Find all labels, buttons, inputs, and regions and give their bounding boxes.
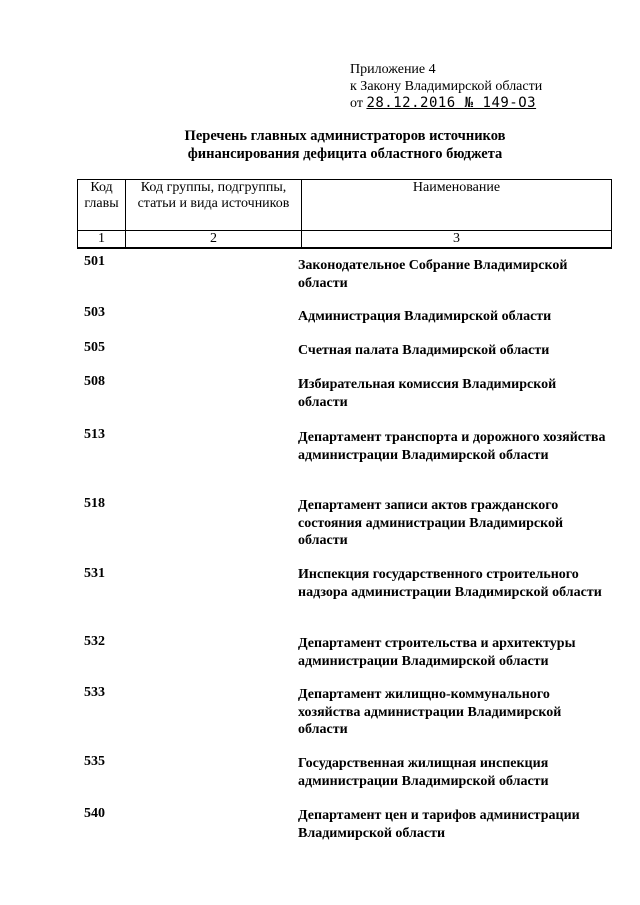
appendix-header [350,61,542,112]
administrators-table-header [77,179,612,249]
table-row-name: Администрация Владимирской области [298,309,552,324]
document-title [60,127,630,163]
table-row-code: 540 [84,806,105,821]
appendix-date-prefix: от [350,96,363,111]
table-row-name: Департамент жилищно-коммунального хозяйства администрации Владимирской области [298,687,562,737]
table-row-code: 503 [84,305,105,320]
table-row-code: 532 [84,634,105,649]
table-row-name: Департамент записи актов гражданского состояния администрации Владимирской области [298,498,564,548]
table-row-name: Департамент цен и тарифов администрации Владимирской области [298,808,580,841]
title-line-2: финансирования дефицита областного бюджета [187,146,503,162]
table-row-name: Государственная жилищная инспекция администрации Владимирской области [298,756,549,789]
header-code-group: Код группы, подгруппы, статьи и вида источников [126,180,302,231]
column-number-1: 1 [78,231,126,249]
appendix-number: Приложение 4 [350,62,436,77]
table-row-code: 535 [84,754,105,769]
table-row-name: Инспекция государственного строительного надзора администрации Владимирской области [298,567,602,600]
table-row-code: 513 [84,427,105,442]
table-row-code: 531 [84,566,105,581]
header-code-glavy: Код главы [78,180,126,231]
table-row-name: Законодательное Собрание Владимирской области [298,258,568,291]
table-row-code: 508 [84,374,105,389]
column-number-2: 2 [126,231,302,249]
table-row-name: Избирательная комиссия Владимирской области [298,377,557,410]
title-line-1: Перечень главных администраторов источников [184,128,506,144]
table-row-name: Департамент транспорта и дорожного хозяйства администрации Владимирской области [298,430,606,463]
table-row-code: 533 [84,685,105,700]
table-row-name: Счетная палата Владимирской области [298,343,550,358]
table-row-code: 518 [84,496,105,511]
appendix-date-number: 28.12.2016 № 149-ОЗ [366,95,537,111]
table-row-code: 501 [84,254,105,269]
table-row-name: Департамент строительства и архитектуры администрации Владимирской области [298,636,576,669]
header-name: Наименование [302,180,612,231]
table-row-code: 505 [84,340,105,355]
appendix-date-line [350,95,542,112]
column-number-3: 3 [302,231,612,249]
appendix-law-ref: к Закону Владимирской области [350,79,543,94]
